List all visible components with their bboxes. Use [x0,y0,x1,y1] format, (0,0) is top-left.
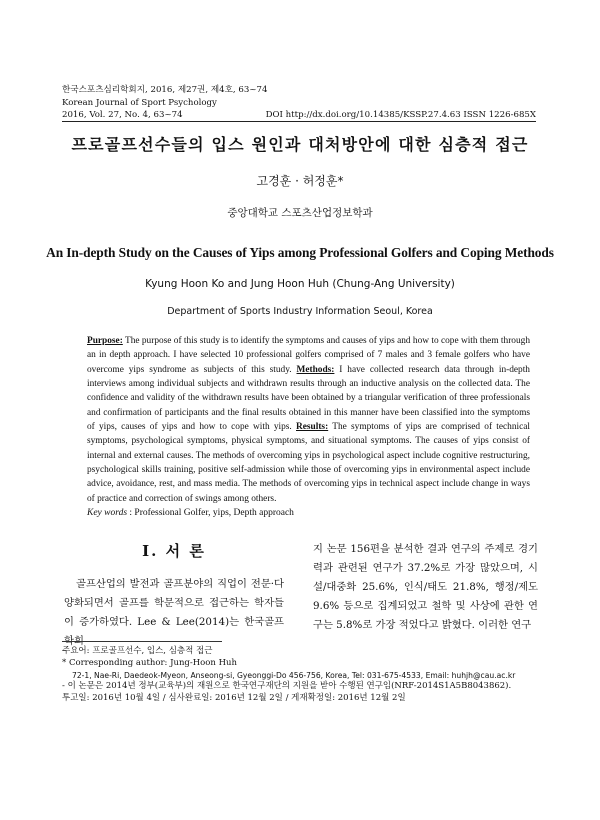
keywords [87,508,294,518]
affiliation-korean: 중앙대학교 스포츠산업정보학과 [227,207,373,219]
keywords-text: : Professional Golfer, yips, Depth approach [129,508,294,518]
footnote-keywords-korean: 주요어: 프로골프선수, 입스, 심층적 접근 [62,646,213,656]
purpose-text: The purpose of this study is to identify the symptoms and causes of yips and how to cope with them through an in depth approach. I have selected 10 professional golfers comprised of 7 males and 3 female golfers who have overcome yips syndrome as subjects of this study. [87,336,530,375]
authors-english: Kyung Hoon Ko and Jung Hoon Huh (Chung-Ang University) [145,278,455,290]
footnote-funding: - 이 논문은 2014년 정부(교육부)의 재원으로 한국연구재단의 지원을 받아 수행된 연구임(NRF-2014S1A5B8043862). [62,681,512,692]
left-column [64,540,284,651]
abstract [87,334,530,506]
footnote-address: 72-1, Nae-Ri, Daedeok-Myeon, Anseong-si, Gyeonggi-Do 456-756, Korea, Tel: 031-675-4533, Email: huhjh@cau.ac.kr [72,670,516,680]
footnote-corresponding: * Corresponding author: Jung-Hoon Huh [62,657,237,668]
section-heading: I. 서 론 [142,542,206,560]
body-paragraph-right: 지 논문 156편을 분석한 결과 연구의 주제로 경기력과 관련된 연구가 37.2%로 가장 많았으며, 시설/대중화 25.6%, 인식/태도 21.8%, 행정/제도 9.6% 등으로 집계되었고 철학 및 사상에 관한 연구는 5.8%로 가장 적었다고 밝혔다. 이러한 연구 [313,543,538,631]
methods-label: Methods: [296,364,335,375]
right-column [313,540,538,635]
footnotes [62,646,542,705]
title-korean: 프로골프선수들의 입스 원인과 대처방안에 대한 심층적 접근 [71,135,529,154]
volume-info: 2016, Vol. 27, No. 4, 63~74 [62,110,183,120]
footnote-dates: 투고일: 2016년 10월 4일 / 심사완료일: 2016년 12월 2일 / 게재확정일: 2016년 12월 2일 [62,693,406,704]
affiliation-english: Department of Sports Industry Information Seoul, Korea [167,306,433,317]
doi-issn: DOI http://dx.doi.org/10.14385/KSSP.27.4.63 ISSN 1226-685X [265,110,536,120]
body-paragraph-left: 골프산업의 발전과 골프분야의 직업이 전문·다양화되면서 골프를 학문적으로 접근하는 학자들이 증가하였다. Lee & Lee(2014)는 한국골프학회 [64,578,284,647]
journal-name-korean: 한국스포츠심리학회지, 2016, 제27권, 제4호, 63~74 [62,85,268,95]
methods-text: I have collected research data through in-depth interviews among individual subjects and withdrawn results through an inductive analysis on the collected data. The confidence and validity of the withdrawn results have been obtained by a triangular verification of three professionals and confirmation of participants and the final results obtained in this manner have been classified into the symptoms of yips, causes of yips and how to cope with yips. [87,364,530,433]
title-english: An In-depth Study on the Causes of Yips among Professional Golfers and Coping Methods [46,245,554,260]
results-text: The symptoms of yips are comprised of technical symptoms, psychological symptoms, physical symptoms, and situational symptoms. The causes of yips consist of internal and external causes. The methods of overcoming yips in psychological aspect include cognitive restructuring, psychological skills training, positive self-admission while those of overcoming yips in environmental aspect include advice, avoidance, rest, and mass media. The methods of overcoming yips in technical aspect include change in ways of practice and correction of swings among others. [87,422,531,504]
footnote-rule [62,641,222,642]
header-rule [62,121,536,122]
purpose-label: Purpose: [87,336,123,346]
keywords-label: Key words [87,508,128,518]
authors-korean: 고경훈 · 허정훈* [256,174,344,188]
journal-name-english: Korean Journal of Sport Psychology [62,97,217,108]
results-label: Results: [296,422,329,433]
journal-header [62,84,536,122]
